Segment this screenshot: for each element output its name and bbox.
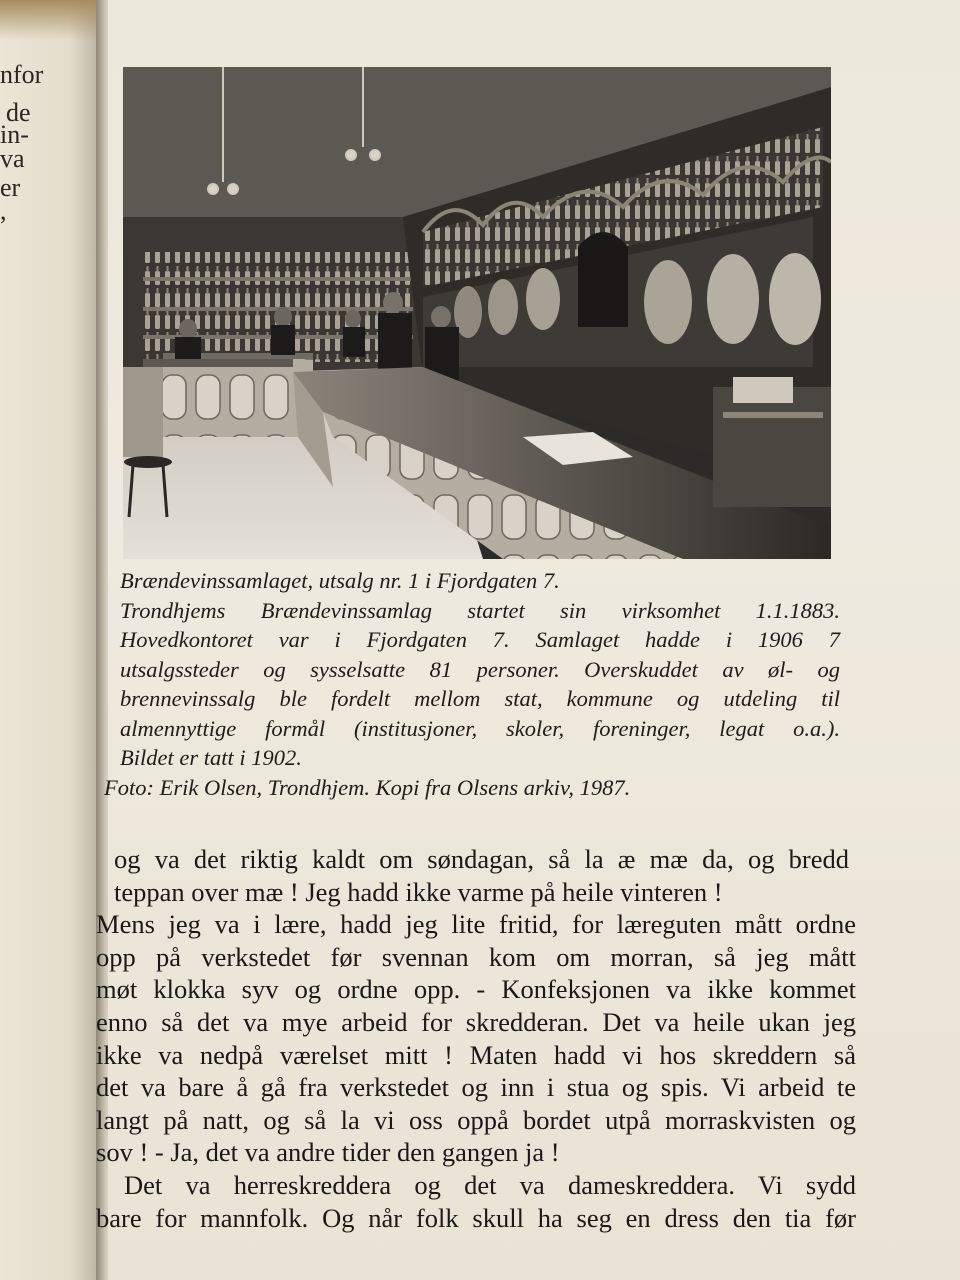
caption-line: Hovedkontoret var i Fjordgaten 7. Samlaget hadde i 1906 7	[120, 627, 840, 652]
previous-page-edge	[0, 0, 100, 1280]
body-line: Det va herreskreddera og det va dameskreddera. Vi sydd	[124, 1169, 856, 1200]
margin-fragment: nfor	[0, 60, 44, 89]
caption-line: utsalgssteder og sysselsatte 81 personer. Overskuddet av øl- og	[120, 656, 840, 682]
body-line: Mens jeg va i lære, hadd jeg lite fritid, for læreguten mått ordne	[96, 909, 856, 940]
body-line: sov ! - Ja, det va andre tider den gangen ja !	[96, 1137, 560, 1168]
body-line: teppan over mæ ! Jeg hadd ikke varme på heile vinteren !	[114, 876, 723, 907]
book-page	[96, 0, 960, 1280]
caption-credit: Foto: Erik Olsen, Trondhjem. Kopi fra Olsens arkiv, 1987.	[104, 774, 631, 800]
photo-caption	[104, 566, 840, 802]
caption-line: Trondhjems Brændevinssamlag startet sin virksomhet 1.1.1883.	[120, 597, 840, 623]
body-line: langt på natt, og så la vi oss oppå bordet utpå morraskvisten og	[96, 1104, 856, 1135]
body-line: opp på verkstedet før svennan kom om morran, så jeg mått	[96, 941, 856, 972]
margin-fragment: va	[0, 144, 25, 173]
margin-fragment: er	[0, 173, 21, 202]
body-line: enno så det va mye arbeid for skredderan. Det va heile ukan jeg	[96, 1006, 856, 1037]
body-line: og va det riktig kaldt om søndagan, så la æ mæ da, og bredd	[114, 844, 849, 874]
margin-fragment: ,	[0, 196, 7, 225]
caption-title: Brændevinssamlaget, utsalg nr. 1 i Fjordgaten 7.	[120, 568, 560, 593]
margin-fragment: in-	[0, 120, 29, 149]
body-paragraphs	[96, 843, 856, 1234]
body-line: ikke va nedpå værelset mitt ! Maten hadd vi hos skreddern så	[96, 1039, 856, 1070]
body-line: bare for mannfolk. Og når folk skull ha seg en dress den tia før	[96, 1202, 856, 1233]
body-line: møt klokka syv og ordne opp. - Konfeksjonen va ikke kommet	[96, 974, 856, 1005]
caption-line: brennevinssalg ble fordelt mellom stat, kommune og utdeling til	[120, 686, 840, 711]
margin-fragment: de	[6, 98, 31, 127]
caption-line: almennyttige formål (institusjoner, skoler, foreninger, legat o.a.).	[120, 715, 840, 741]
caption-line: Bildet er tatt i 1902.	[120, 745, 302, 770]
shop-interior-photo	[123, 67, 831, 559]
body-line: det va bare å gå fra verkstedet og inn i stua og spis. Vi arbeid te	[96, 1072, 856, 1103]
